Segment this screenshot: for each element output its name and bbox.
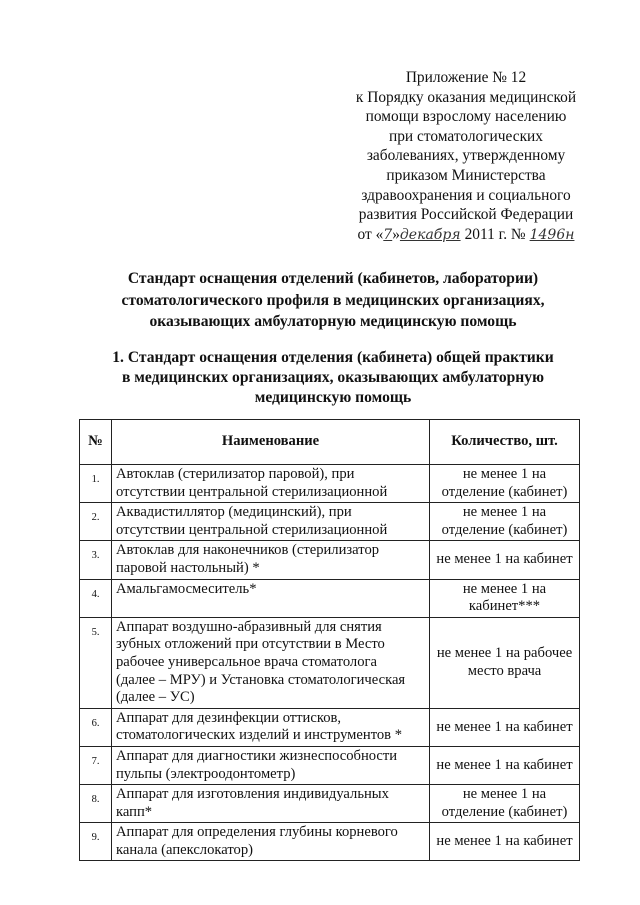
equipment-name-line: Аппарат для определения глубины корневого <box>116 824 398 841</box>
equipment-name-line: пульпы (электроодонтометр) <box>116 765 296 782</box>
equipment-name <box>112 746 430 784</box>
equipment-quantity-line: отделение (кабинет) <box>441 483 568 500</box>
title-line: Стандарт оснащения отделений (кабинетов, лаборатории) <box>127 270 539 287</box>
equipment-quantity-line: кабинет*** <box>468 598 541 615</box>
order-date-line <box>318 225 614 246</box>
equipment-quantity <box>430 503 580 541</box>
annex-line: развития Российской Федерации <box>358 206 574 224</box>
equipment-quantity <box>430 746 580 784</box>
equipment-name-line: паровой настольный) * <box>116 559 260 576</box>
equipment-name <box>112 503 430 541</box>
equipment-quantity <box>430 579 580 617</box>
subtitle-line: в медицинских организациях, оказывающих амбулаторную <box>121 369 544 386</box>
equipment-name-line: стоматологических изделий и инструментов * <box>116 727 403 744</box>
section-title <box>60 348 606 408</box>
equipment-quantity-line: отделение (кабинет) <box>441 521 568 538</box>
annex-line: приказом Министерства <box>386 166 546 184</box>
equipment-name-line: Аквадистиллятор (медицинский), при <box>116 504 352 521</box>
equipment-name <box>112 823 430 861</box>
equipment-quantity <box>430 823 580 861</box>
table-row <box>80 746 580 784</box>
equipment-quantity-line: не менее 1 на <box>462 786 547 803</box>
annex-line: заболеваниях, утвержденному <box>366 147 566 165</box>
equipment-name-line: (далее – МРУ) и Установка стоматологическая <box>116 671 406 688</box>
row-number: 2. <box>80 503 112 541</box>
annex-line: при стоматологических <box>389 127 543 145</box>
equipment-quantity-line: не менее 1 на <box>462 504 547 521</box>
equipment-name-line: зубных отложений при отсутствии в Место <box>116 636 385 653</box>
equipment-name-line: Амальгамосмеситель* <box>116 580 257 597</box>
row-number: 1. <box>80 465 112 503</box>
equipment-quantity <box>430 465 580 503</box>
equipment-name-line: капп* <box>116 803 153 820</box>
annex-line: Приложение № 12 <box>405 69 527 86</box>
date-year: 2011 г. № <box>464 225 526 243</box>
table-row <box>80 541 580 579</box>
equipment-name <box>112 785 430 823</box>
table-row <box>80 503 580 541</box>
equipment-name-line: отсутствии центральной стерилизационной <box>116 521 388 538</box>
equipment-name-line: Аппарат для изготовления индивидуальных <box>116 786 389 803</box>
equipment-quantity-line: не менее 1 на рабочее <box>436 645 573 662</box>
equipment-name <box>112 465 430 503</box>
row-number: 8. <box>80 785 112 823</box>
equipment-name <box>112 541 430 579</box>
equipment-name-line: Аппарат для дезинфекции оттисков, <box>116 709 342 726</box>
table-body <box>80 465 580 861</box>
table-row <box>80 785 580 823</box>
equipment-table <box>79 419 580 861</box>
equipment-quantity <box>430 617 580 708</box>
table-row <box>80 708 580 746</box>
header-number: № <box>80 420 112 465</box>
annex-line: к Порядку оказания медицинской <box>355 88 577 106</box>
table-row <box>80 823 580 861</box>
handwritten-month: декабря <box>399 226 461 243</box>
row-number: 6. <box>80 708 112 746</box>
handwritten-day: 7 <box>383 226 393 243</box>
handwritten-order-number: 1496н <box>529 226 575 243</box>
annex-line: помощи взрослому населению <box>365 108 567 126</box>
subtitle-line: медицинскую помощь <box>254 389 412 406</box>
equipment-name-line: канала (апекслокатор) <box>116 841 253 858</box>
equipment-quantity-line: не менее 1 на <box>462 580 547 597</box>
equipment-quantity-line: место врача <box>467 662 542 679</box>
equipment-name-line: отсутствии центральной стерилизационной <box>116 483 388 500</box>
table-row <box>80 617 580 708</box>
equipment-name-line: Аппарат воздушно-абразивный для снятия <box>116 618 382 635</box>
equipment-quantity-line: не менее 1 на <box>462 466 547 482</box>
equipment-name-line: Автоклав для наконечников (стерилизатор <box>116 542 380 559</box>
row-number: 5. <box>80 617 112 708</box>
equipment-name <box>112 579 430 617</box>
header-quantity: Количество, шт. <box>430 420 580 465</box>
equipment-quantity-line: не менее 1 на кабинет <box>436 833 573 850</box>
date-mid: » <box>392 225 400 243</box>
annex-line: здравоохранения и социального <box>361 186 571 204</box>
header-name: Наименование <box>112 420 430 465</box>
equipment-quantity-line: не менее 1 на кабинет <box>436 551 573 568</box>
date-prefix: от « <box>357 225 384 243</box>
title-line: оказывающих амбулаторную медицинскую помощь <box>149 313 517 330</box>
equipment-name-line: Аппарат для диагностики жизнеспособности <box>116 747 398 764</box>
row-number: 4. <box>80 579 112 617</box>
equipment-name-line: Автоклав (стерилизатор паровой), при <box>116 466 355 482</box>
document-title <box>60 268 606 333</box>
row-number: 9. <box>80 823 112 861</box>
equipment-quantity <box>430 541 580 579</box>
equipment-name <box>112 617 430 708</box>
equipment-name-line: (далее – УС) <box>116 689 195 706</box>
row-number: 3. <box>80 541 112 579</box>
row-number: 7. <box>80 746 112 784</box>
title-line: стоматологического профиля в медицинских организациях, <box>121 291 545 309</box>
equipment-quantity <box>430 708 580 746</box>
subtitle-line: 1. Стандарт оснащения отделения (кабинета) общей практики <box>112 349 554 366</box>
annex-header <box>318 68 614 245</box>
equipment-quantity-line: не менее 1 на кабинет <box>436 756 573 773</box>
table-row <box>80 465 580 503</box>
equipment-name-line: рабочее универсальное врача стоматолога <box>116 653 377 670</box>
table-header-row <box>80 420 580 465</box>
equipment-name <box>112 708 430 746</box>
equipment-quantity <box>430 785 580 823</box>
table-row <box>80 579 580 617</box>
equipment-quantity-line: отделение (кабинет) <box>441 803 568 820</box>
equipment-quantity-line: не менее 1 на кабинет <box>436 718 573 735</box>
